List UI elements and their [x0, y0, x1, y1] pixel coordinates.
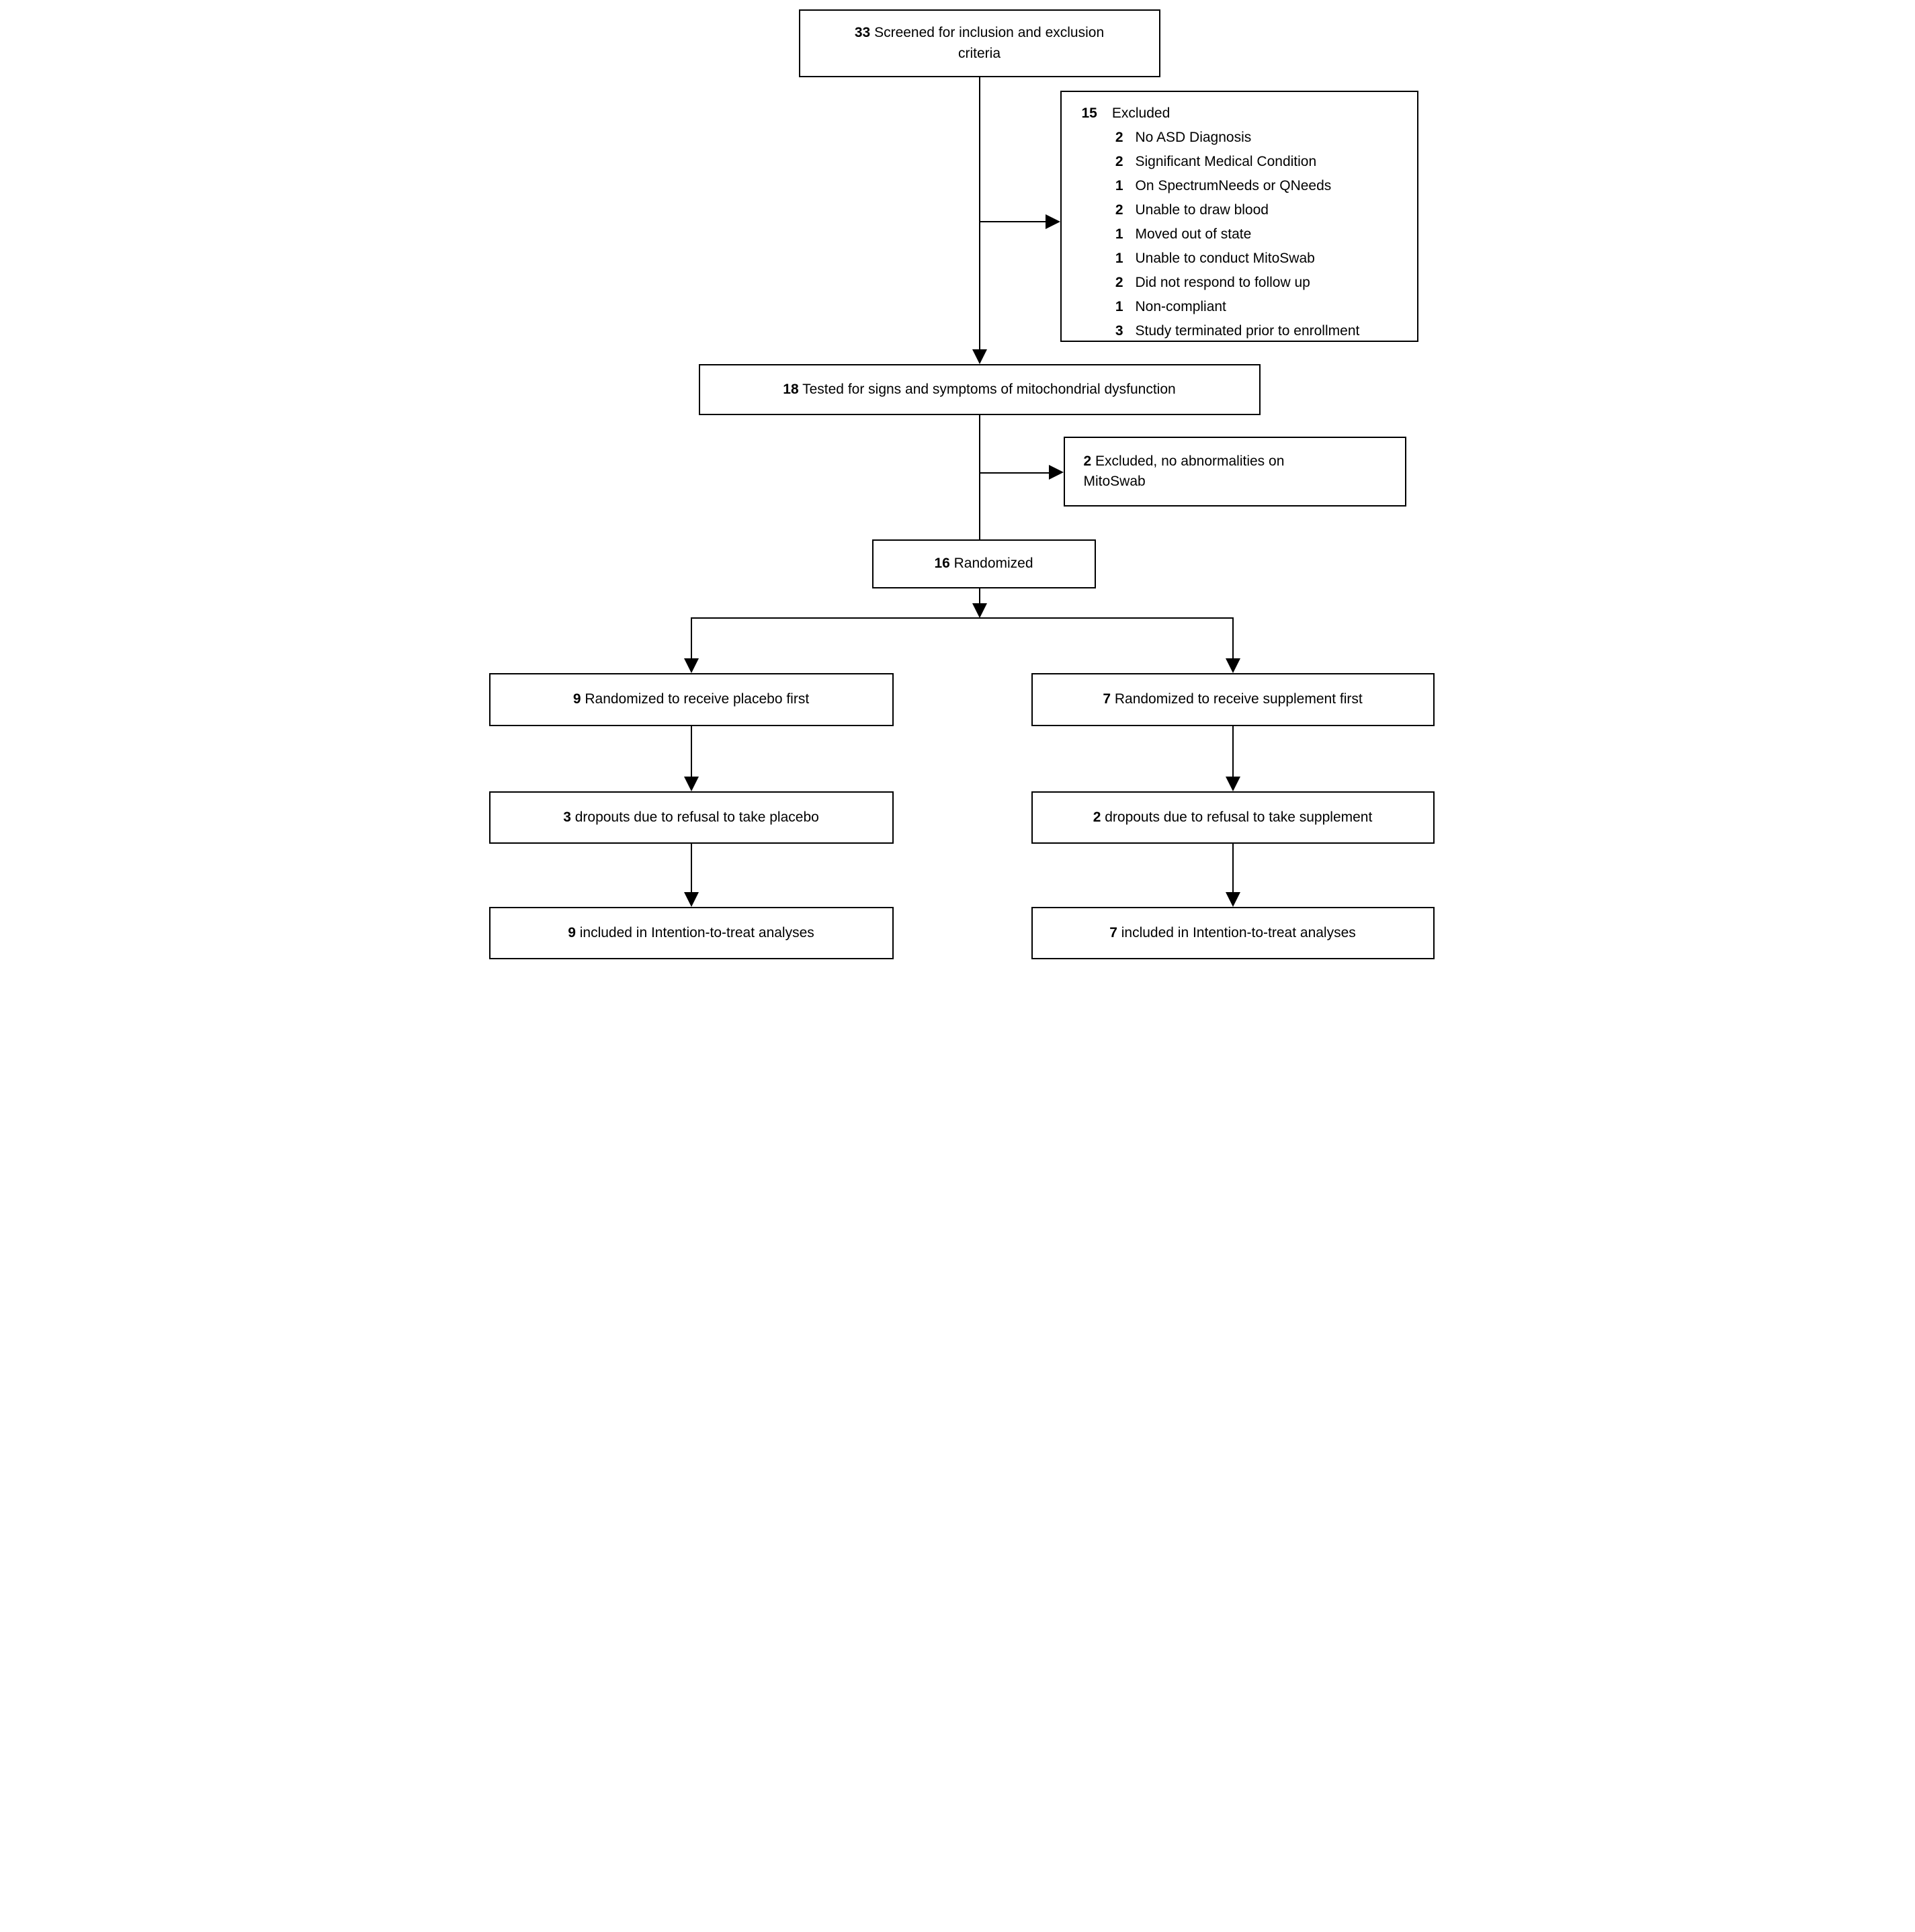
- arrowhead-into-supplement-dropouts: [1226, 777, 1240, 791]
- excluded-reason-row: [1082, 222, 1412, 247]
- connector-placebo-first-to-dropouts: [691, 726, 692, 777]
- box-supplement-itt: [1031, 907, 1435, 959]
- box-supplement-itt-text: [1109, 923, 1356, 943]
- excluded-reason-count: 1: [1115, 251, 1123, 266]
- excluded-reason-row: [1082, 150, 1412, 174]
- box-tested-text: [783, 380, 1175, 400]
- excluded-reason-label: Study terminated prior to enrollment: [1135, 323, 1360, 339]
- box-placebo-dropouts: [489, 791, 894, 844]
- box-excluded-mitoswab: [1064, 437, 1406, 507]
- placebo-first-label: Randomized to receive placebo first: [585, 691, 810, 707]
- arrowhead-into-supplement-first: [1226, 658, 1240, 673]
- excluded-reason-count: 1: [1115, 178, 1123, 193]
- supplement-first-count: 7: [1103, 691, 1111, 707]
- placebo-dropouts-label: dropouts due to refusal to take placebo: [574, 809, 819, 825]
- supplement-dropouts-count: 2: [1093, 809, 1101, 825]
- excluded-reason-label: Unable to conduct MitoSwab: [1135, 251, 1315, 266]
- box-excluded: [1060, 91, 1418, 342]
- box-placebo-first: [489, 673, 894, 726]
- excluded-reason-count: 1: [1115, 299, 1123, 314]
- excluded-reason-count: 2: [1115, 130, 1123, 145]
- excluded-reason-count: 2: [1115, 275, 1123, 290]
- placebo-itt-label: included in Intention-to-treat analyses: [579, 924, 814, 940]
- excluded-mitoswab-count: 2: [1083, 453, 1092, 469]
- excluded-label: Excluded: [1111, 105, 1171, 121]
- box-supplement-first: [1031, 673, 1435, 726]
- box-placebo-dropouts-text: [563, 807, 819, 828]
- connector-supplement-first-to-dropouts: [1232, 726, 1234, 777]
- supplement-itt-label: included in Intention-to-treat analyses: [1121, 924, 1356, 940]
- box-supplement-first-text: [1103, 689, 1362, 709]
- excluded-reason-row: [1082, 295, 1412, 319]
- excluded-reason-label: Significant Medical Condition: [1135, 154, 1317, 169]
- excluded-count: 15: [1081, 105, 1097, 121]
- connector-branch-horizontal: [691, 617, 1234, 619]
- connector-tested-to-randomized: [979, 415, 980, 539]
- excluded-reason-count: 2: [1115, 202, 1123, 218]
- connector-branch-to-supplement-first: [1232, 619, 1234, 659]
- box-randomized-text: [934, 554, 1033, 574]
- box-tested: [699, 364, 1261, 415]
- supplement-dropouts-label: dropouts due to refusal to take supplement: [1105, 809, 1373, 825]
- tested-label: Tested for signs and symptoms of mitochondrial dysfunction: [802, 381, 1176, 397]
- tested-count: 18: [783, 381, 799, 397]
- excluded-reason-row: [1082, 126, 1412, 150]
- arrowhead-into-tested: [972, 349, 987, 364]
- screened-count: 33: [854, 25, 871, 41]
- excluded-reason-row: [1082, 271, 1412, 295]
- box-screened-text: [835, 23, 1124, 64]
- supplement-first-label: Randomized to receive supplement first: [1114, 691, 1363, 707]
- connector-screened-to-tested: [979, 77, 980, 349]
- box-supplement-dropouts-text: [1093, 807, 1373, 828]
- arrowhead-into-placebo-first: [684, 658, 699, 673]
- box-excluded-mitoswab-text: [1084, 451, 1312, 492]
- connector-to-excluded: [980, 221, 1047, 222]
- box-supplement-dropouts: [1031, 791, 1435, 844]
- excluded-reason-row: [1082, 198, 1412, 222]
- arrowhead-into-supplement-itt: [1226, 892, 1240, 907]
- excluded-reason-label: On SpectrumNeeds or QNeeds: [1135, 178, 1332, 193]
- excluded-reason-label: Non-compliant: [1135, 299, 1226, 314]
- box-screened: [799, 9, 1160, 77]
- excluded-header: [1082, 101, 1412, 126]
- excluded-mitoswab-label: Excluded, no abnormalities on MitoSwab: [1083, 453, 1285, 489]
- excluded-reason-label: Did not respond to follow up: [1135, 275, 1310, 290]
- placebo-dropouts-count: 3: [563, 809, 571, 825]
- connector-to-excluded-mitoswab: [980, 472, 1049, 474]
- excluded-reason-label: Moved out of state: [1135, 226, 1252, 242]
- box-placebo-itt: [489, 907, 894, 959]
- excluded-reason-label: Unable to draw blood: [1135, 202, 1269, 218]
- arrowhead-into-placebo-dropouts: [684, 777, 699, 791]
- excluded-reason-count: 2: [1115, 154, 1123, 169]
- connector-supplement-dropouts-to-itt: [1232, 844, 1234, 893]
- screened-label: Screened for inclusion and exclusion criteria: [874, 25, 1105, 61]
- arrowhead-into-excluded-mitoswab: [1049, 465, 1064, 480]
- excluded-reason-count: 1: [1115, 226, 1123, 242]
- supplement-itt-count: 7: [1109, 924, 1117, 940]
- arrowhead-at-branch-junction: [972, 603, 987, 618]
- excluded-reason-label: No ASD Diagnosis: [1135, 130, 1252, 145]
- randomized-label: Randomized: [953, 556, 1033, 572]
- placebo-first-count: 9: [572, 691, 581, 707]
- connector-placebo-dropouts-to-itt: [691, 844, 692, 893]
- placebo-itt-count: 9: [568, 924, 576, 940]
- excluded-reason-count: 3: [1115, 323, 1123, 339]
- excluded-reason-row: [1082, 174, 1412, 198]
- consort-flow-diagram: [479, 0, 1437, 966]
- excluded-reason-row: [1082, 247, 1412, 271]
- box-placebo-first-text: [573, 689, 809, 709]
- connector-branch-to-placebo-first: [691, 619, 692, 659]
- excluded-reason-row: [1082, 319, 1412, 343]
- box-placebo-itt-text: [568, 923, 814, 943]
- arrowhead-into-placebo-itt: [684, 892, 699, 907]
- randomized-count: 16: [934, 556, 950, 572]
- connector-randomized-to-branch: [979, 588, 980, 605]
- arrowhead-into-excluded: [1046, 214, 1060, 229]
- box-randomized: [872, 539, 1096, 588]
